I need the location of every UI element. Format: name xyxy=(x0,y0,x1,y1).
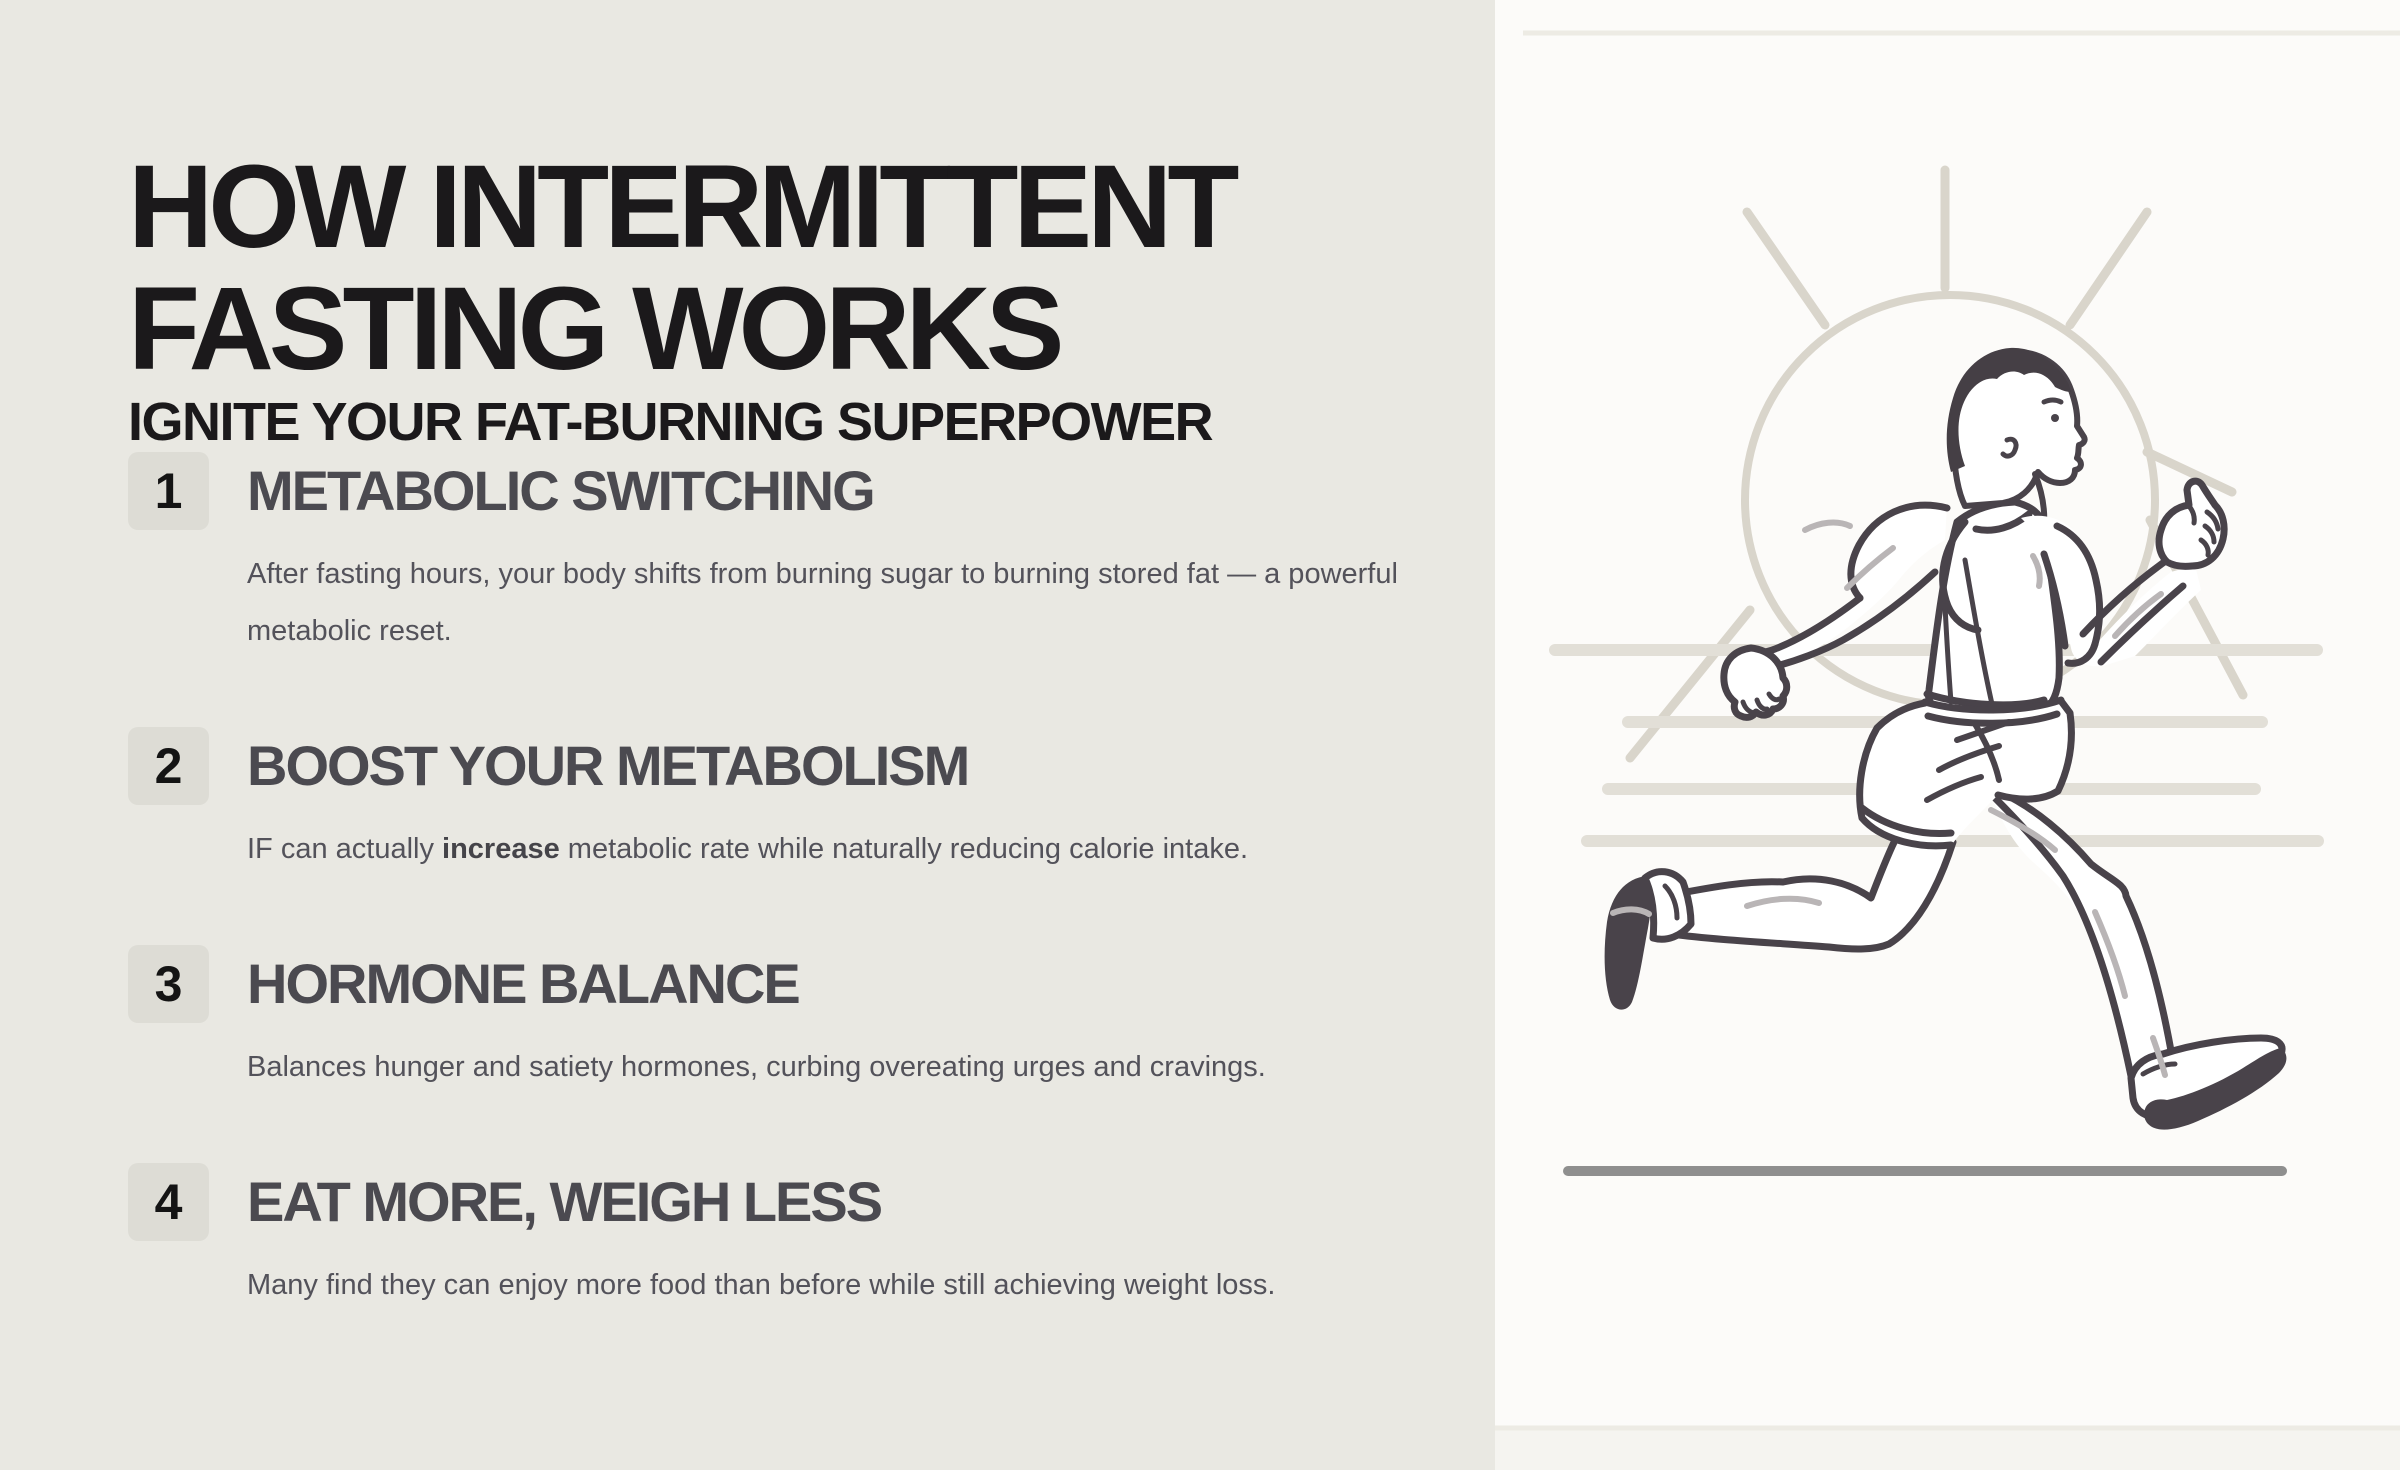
steps-list xyxy=(128,452,1495,1314)
step-number-badge: 4 xyxy=(128,1163,209,1241)
step-heading: HORMONE BALANCE xyxy=(247,952,799,1016)
runner-rear-shoe-upper xyxy=(1645,872,1691,940)
step-body-suffix: metabolic rate while naturally reducing calorie intake. xyxy=(559,833,1249,866)
step-body-prefix: IF can actually xyxy=(247,833,443,866)
runner-rear-hand xyxy=(1724,648,1787,717)
step-content xyxy=(247,945,1266,1096)
list-item xyxy=(128,945,1495,1096)
step-heading: BOOST YOUR METABOLISM xyxy=(247,734,969,798)
step-heading: EAT MORE, WEIGH LESS xyxy=(247,1170,882,1234)
step-body: Balances hunger and satiety hormones, curbing overeating urges and cravings. xyxy=(247,1051,1266,1084)
title-line-1: HOW INTERMITTENT xyxy=(128,141,1235,273)
step-content xyxy=(247,727,1248,878)
running-man-illustration xyxy=(1495,0,2400,1470)
step-heading: METABOLIC SWITCHING xyxy=(247,459,874,523)
page-subtitle: IGNITE YOUR FAT-BURNING SUPERPOWER xyxy=(128,392,1213,453)
step-number-badge: 2 xyxy=(128,727,209,805)
step-content xyxy=(247,452,1427,660)
step-number-badge: 3 xyxy=(128,945,209,1023)
step-content xyxy=(247,1163,1275,1314)
page-title xyxy=(128,141,1495,395)
step-body: After fasting hours, your body shifts from burning sugar to burning stored fat — a powerful metabolic reset. xyxy=(247,558,1398,648)
list-item xyxy=(128,1163,1495,1314)
list-item xyxy=(128,452,1495,660)
step-body: Many find they can enjoy more food than before while still achieving weight loss. xyxy=(247,1269,1276,1302)
step-body-bold: increase xyxy=(442,833,560,866)
title-line-2: FASTING WORKS xyxy=(128,262,1060,395)
illustration-panel xyxy=(1495,0,2400,1470)
runner-eyebrow xyxy=(2044,400,2061,402)
list-item xyxy=(128,727,1495,878)
step-body xyxy=(247,821,1248,878)
runner-eye xyxy=(2051,414,2059,422)
step-number-badge: 1 xyxy=(128,452,209,530)
